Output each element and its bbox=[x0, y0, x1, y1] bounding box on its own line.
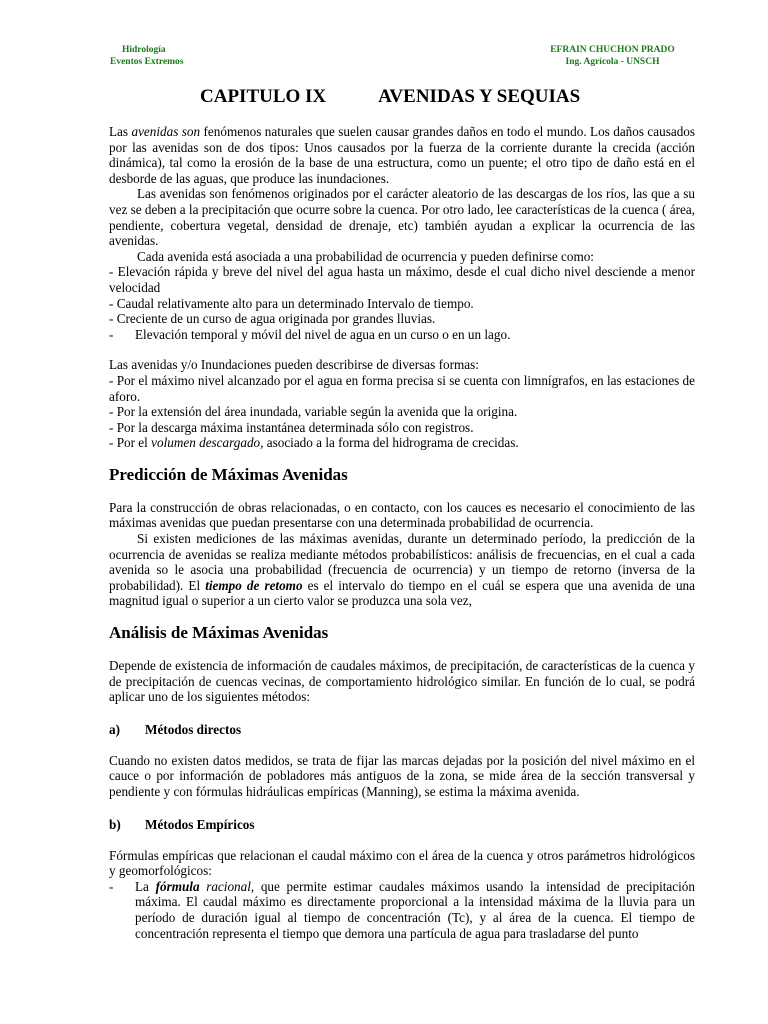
analisis-paragraph: Depende de existencia de información de caudales máximos, de precipitación, de características de la cuenca y de precipitación de cuencas vecinas, de comportamiento hidrológico similar. En función de lo cual, se podrá aplicar uno de los siguientes métodos: bbox=[109, 658, 695, 705]
form-text-cont: asociado a la forma del hidrograma de crecidas. bbox=[263, 435, 519, 451]
header-topic: Eventos Extremos bbox=[110, 57, 184, 67]
chapter-title bbox=[200, 86, 580, 108]
prediccion-text: Si existen mediciones de las máximas avenidas, durante un determinado período, la predicción de la ocurrencia de avenidas se realiza mediante métodos probabilísticos: análisis de frecuencias, en el cual a cada avenida so le asocia una probabilidad (frecuencia de ocurrencia) y un tiempo de retorno (inversa de la probabilidad). El bbox=[109, 531, 695, 593]
definition-item: - Creciente de un curso de agua originada por grandes lluvias. bbox=[109, 311, 436, 327]
intro-text-cont: fenómenos naturales que suelen causar grandes daños en todo el mundo. Los daños causados por las avenidas son de dos tipos: Unos causados por la fuerza de la corriente durante la crecida (acción dinámica), tal como la erosión de la base de una estructura, como un puente; el otro tipo de daño está en el desborde de las aguas, que produce las inundaciones. bbox=[109, 124, 696, 186]
origin-paragraph: Las avenidas son fenómenos originados por el carácter aleatorio de las descargas de los ríos, las que a su vez se deben a la precipitación que ocurre sobre la cuenca. Por otro lado, lee características de la cuenca ( área, pendiente, cobertura vegetal, densidad de drenaje, etc) también ayudan a explicar la ocurrencia de las avenidas. bbox=[109, 186, 695, 249]
forms-lead: Las avenidas y/o Inundaciones pueden describirse de diversas formas: bbox=[109, 357, 479, 373]
chapter-name: AVENIDAS Y SEQUIAS bbox=[378, 86, 581, 107]
form-item: - Por la extensión del área inundada, variable según la avenida que la origina. bbox=[109, 404, 518, 420]
list-marker: - bbox=[109, 326, 114, 342]
definition-item: - Caudal relativamente alto para un determinado Intervalo de tiempo. bbox=[109, 295, 474, 311]
list-text: Elevación temporal y móvil del nivel de agua en un curso o en un lago. bbox=[135, 326, 511, 342]
running-header-right bbox=[545, 44, 680, 68]
definition-item bbox=[109, 327, 695, 343]
intro-text: Las bbox=[109, 124, 132, 139]
directos-paragraph: Cuando no existen datos medidos, se trata de fijar las marcas dejadas por la posición del nivel máximo en el cauce o por información de pobladores más antiguos de la zona, se mide área de la sección transversal y pendiente y con fórmulas hidráulicas empíricas (Manning), se estima la máxima avenida. bbox=[109, 752, 695, 799]
header-author: EFRAIN CHUCHON PRADO bbox=[550, 45, 675, 55]
definition-item: - Elevación rápida y breve del nivel del agua hasta un máximo, desde el cual dicho nivel desciende a menor velocidad bbox=[109, 264, 695, 295]
running-header-left bbox=[110, 44, 183, 68]
section-heading-prediccion: Predicción de Máximas Avenidas bbox=[109, 464, 348, 484]
item-text: La bbox=[135, 878, 156, 894]
empiricos-paragraph: Fórmulas empíricas que relacionan el caudal máximo con el área de la cuenca y otros parámetros hidrológicos y geomorfológicos: bbox=[109, 847, 695, 879]
subsection-title: Métodos Empíricos bbox=[145, 816, 255, 832]
return-period-term: tiempo de retomo bbox=[205, 577, 303, 593]
empiricos-list-item bbox=[109, 879, 695, 941]
section-heading-analisis: Análisis de Máximas Avenidas bbox=[109, 623, 329, 643]
prediccion-paragraph: Para la construcción de obras relacionadas, o en contacto, con los cauces es necesario el conocimiento de las máximas avenidas que puedan presentarse con una determinada probabilidad de ocurrencia. bbox=[109, 499, 695, 531]
intro-paragraph bbox=[109, 124, 695, 186]
list-text bbox=[135, 879, 695, 941]
probability-paragraph: Cada avenida está asociada a una probabilidad de ocurrencia y pueden definirse como: bbox=[137, 248, 594, 264]
form-emphasis: volumen descargado, bbox=[151, 435, 264, 451]
item-text-cont: que permite estimar caudales máximos usando la intensidad de precipitación máxima. El caudal máximo es directamente proporcional a la intensidad máxima de la lluvia para un período de duración igual al tiempo de concentración (Tc), y al área de la cuenca. El tiempo de concentración representa el tiempo que demora una partícula de agua para trasladarse del punto bbox=[135, 878, 695, 941]
form-item: - Por el máximo nivel alcanzado por el agua en forma precisa si se cuenta con limnígrafos, en las estaciones de aforo. bbox=[109, 372, 695, 404]
list-marker: - bbox=[109, 878, 114, 894]
chapter-number: CAPITULO IX bbox=[200, 86, 327, 107]
subsection-title: Métodos directos bbox=[145, 721, 242, 737]
formula-term: fórmula bbox=[155, 878, 200, 894]
subsection-label: a) bbox=[109, 721, 120, 737]
prediccion-text-cont: es el intervalo do tiempo en el cuál se espera que una avenida de una magnitud igual o superior a un cierto valor se produzca una sola vez, bbox=[109, 577, 696, 609]
form-text: - Por el bbox=[109, 435, 152, 451]
subsection-heading-directos bbox=[109, 722, 695, 738]
intro-emphasis: avenidas son bbox=[131, 124, 201, 139]
form-item: - Por la descarga máxima instantánea determinada sólo con registros. bbox=[109, 419, 474, 435]
header-affiliation: Ing. Agrícola - UNSCH bbox=[565, 57, 660, 67]
prediccion-paragraph bbox=[109, 531, 695, 609]
subsection-heading-empiricos bbox=[109, 817, 695, 833]
document-body bbox=[109, 124, 695, 941]
header-subject: Hidrología bbox=[122, 45, 166, 55]
formula-emphasis: racional, bbox=[199, 878, 255, 894]
subsection-label: b) bbox=[109, 816, 121, 832]
form-item bbox=[109, 435, 695, 451]
